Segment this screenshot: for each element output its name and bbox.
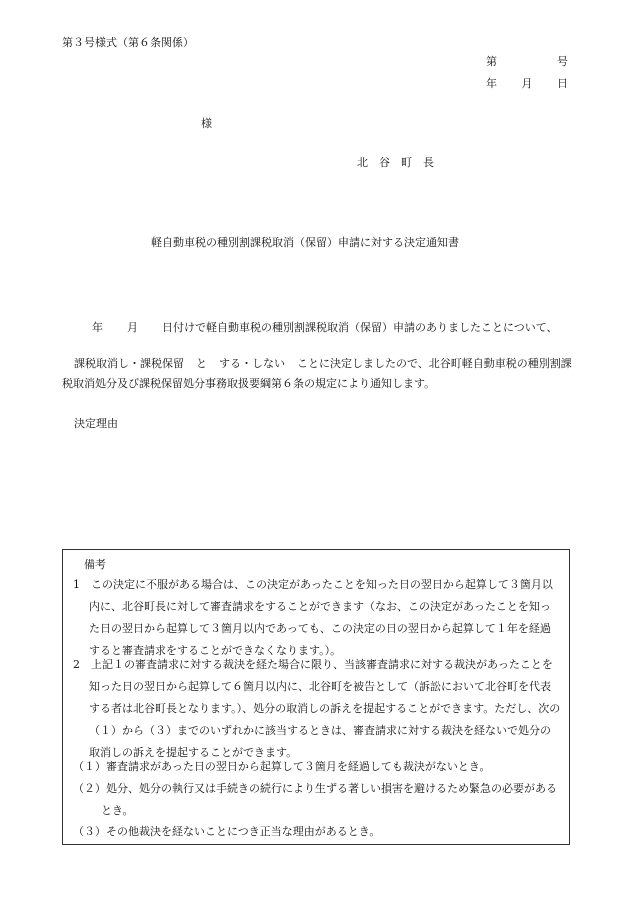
note-item-1: 1 この決定に不服がある場合は、この決定があったことを知った日の翌日から起算して３箇月以内に、北谷町長に対して審査請求をすることができます（なお、この決定があったことを知った日の翌日から起算して３箇月以内であっても、この決定の日の翌日から起算して１年を経過すると審査請求をすることができなくなります。）。 bbox=[73, 578, 553, 657]
body-choice: する・しない bbox=[219, 357, 285, 370]
document-date bbox=[486, 78, 568, 89]
body-year: 年 bbox=[92, 321, 103, 334]
note-sub-item-2: （２）処分、処分の執行又は手続きの続行により生ずる著しい損害を避けるため緊急の必要があるとき。 bbox=[73, 782, 557, 817]
decision-reason-label: 決定理由 bbox=[74, 417, 118, 430]
date-year: 年 bbox=[486, 77, 497, 90]
body-para2-rest: ことに決定しましたので、北谷町軽自動車税の種別割課税取消処分及び課税保留処分事務取扱要綱第６条の規定により通知します。 bbox=[62, 357, 572, 390]
doc-number-prefix: 第 bbox=[486, 55, 497, 68]
body-particle: と bbox=[196, 357, 207, 370]
body-options: 課税取消し・課税保留 bbox=[74, 357, 184, 370]
body-paragraph-1 bbox=[62, 318, 572, 338]
date-day: 日 bbox=[557, 77, 568, 90]
date-month: 月 bbox=[521, 77, 533, 90]
document-number bbox=[486, 56, 568, 67]
body-para1-rest: 日付けで軽自動車税の種別割課税取消（保留）申請のありましたことについて、 bbox=[162, 321, 558, 334]
issuer: 北谷町長 bbox=[357, 156, 445, 169]
note-sub-item-3: （３）その他裁決を経ないことにつき正当な理由があるとき。 bbox=[73, 825, 381, 838]
doc-number-suffix: 号 bbox=[557, 55, 568, 68]
note-sub-item-1: （１）審査請求があった日の翌日から起算して３箇月を経過しても裁決がないとき。 bbox=[73, 760, 491, 773]
body-paragraph-2 bbox=[62, 354, 572, 394]
body-month: 月 bbox=[127, 321, 138, 334]
form-number: 第３号様式（第６条関係） bbox=[62, 36, 194, 49]
note-item-2: 2 上記１の審査請求に対する裁決を経た場合に限り、当該審査請求に対する裁決があったことを知った日の翌日から起算して６箇月以内に、北谷町を被告として（訴訟において北谷町を代表する者は北谷町長となります。）、処分の取消しの訴えを提起することができます。ただし、次の（１）から（３）までのいずれかに該当するときは、審査請求に対する裁決を経ないで処分の取消しの訴えを提起することができます。 bbox=[73, 658, 561, 759]
document-title: 軽自動車税の種別割課税取消（保留）申請に対する決定通知書 bbox=[151, 236, 459, 249]
notes-heading: 備考 bbox=[84, 558, 106, 571]
addressee-suffix: 様 bbox=[201, 117, 212, 130]
notes-box bbox=[62, 549, 570, 845]
